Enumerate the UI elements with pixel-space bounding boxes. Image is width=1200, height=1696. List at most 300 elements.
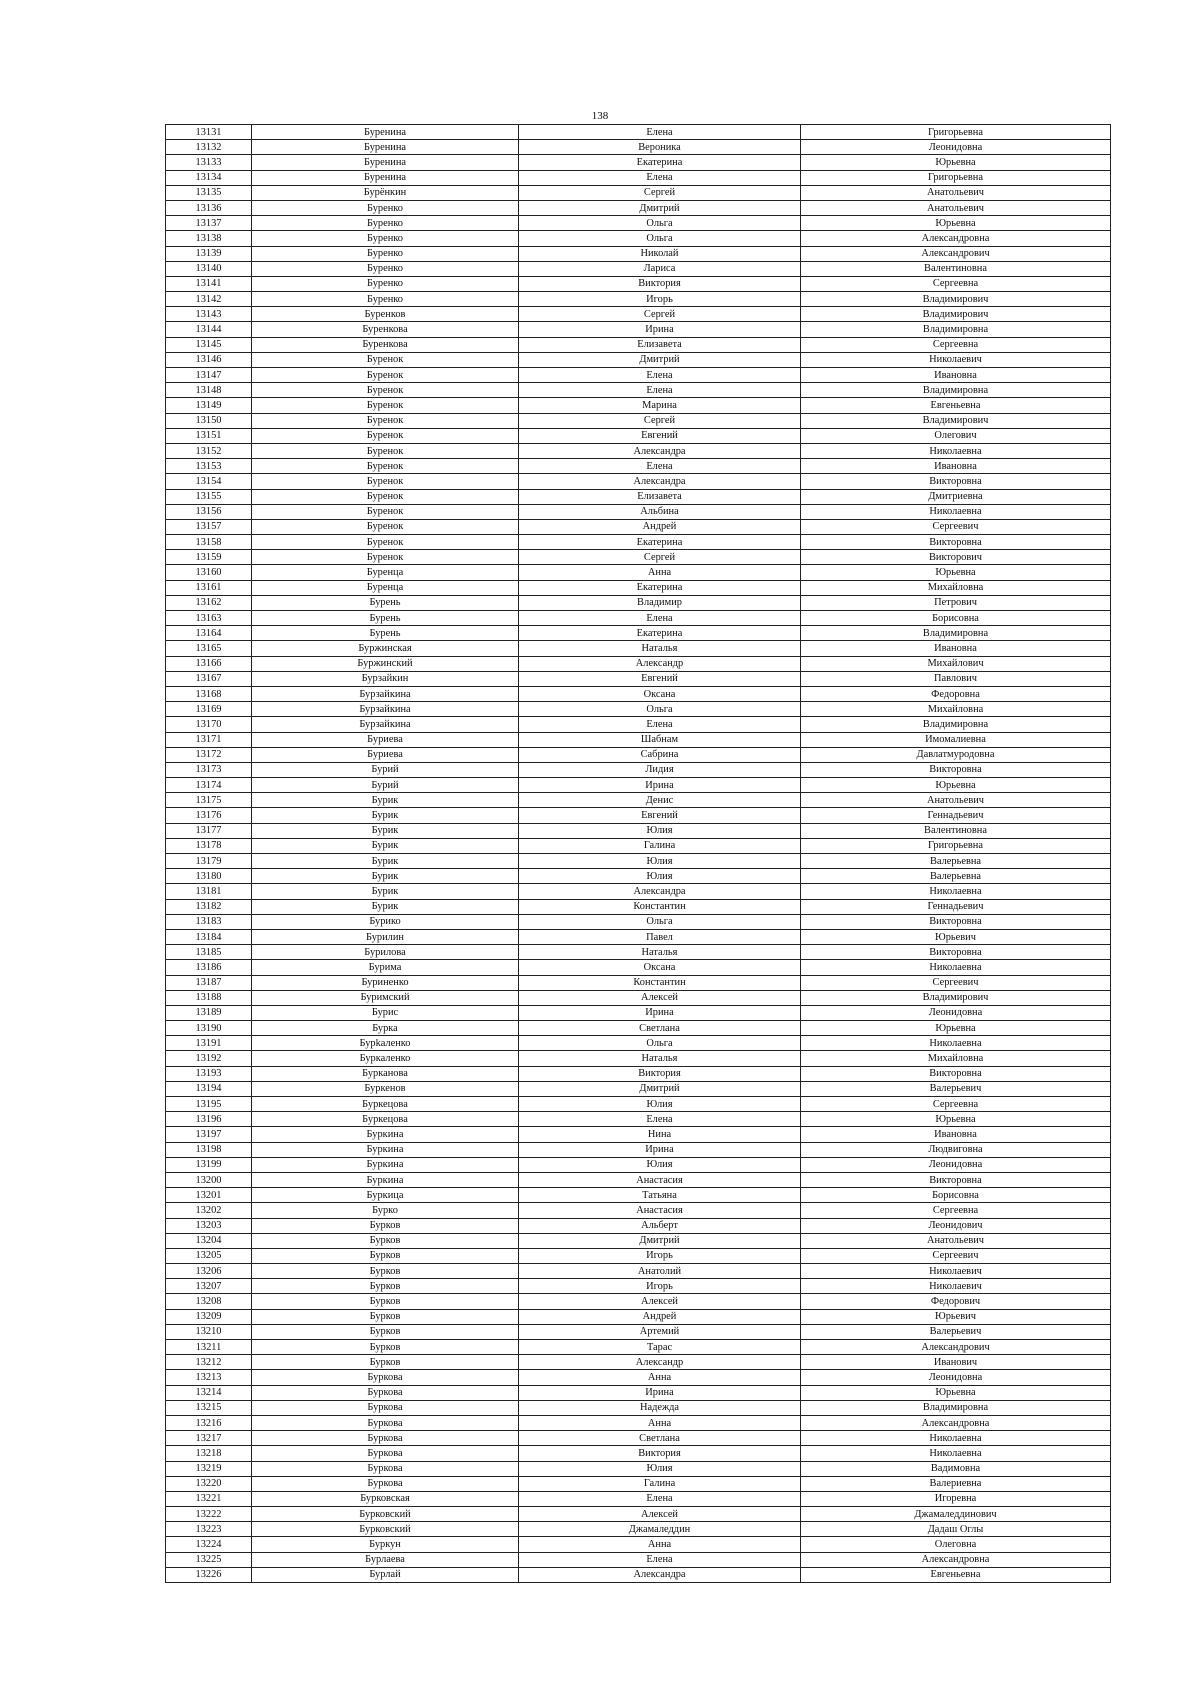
row-number-cell: 13184 xyxy=(166,929,252,944)
row-number-cell: 13144 xyxy=(166,322,252,337)
table-row xyxy=(166,1279,1111,1294)
table-row xyxy=(166,823,1111,838)
row-number-cell: 13177 xyxy=(166,823,252,838)
table-row xyxy=(166,1491,1111,1506)
row-number-cell: 13137 xyxy=(166,216,252,231)
table-row xyxy=(166,170,1111,185)
patronymic-cell: Людвиговна xyxy=(801,1142,1111,1157)
row-number-cell: 13204 xyxy=(166,1233,252,1248)
table-row xyxy=(166,702,1111,717)
row-number-cell: 13161 xyxy=(166,580,252,595)
first-name-cell: Ирина xyxy=(519,1005,801,1020)
patronymic-cell: Александровна xyxy=(801,1552,1111,1567)
first-name-cell: Ольга xyxy=(519,231,801,246)
surname-cell: Буренина xyxy=(252,125,519,140)
first-name-cell: Светлана xyxy=(519,1431,801,1446)
row-number-cell: 13163 xyxy=(166,611,252,626)
row-number-cell: 13192 xyxy=(166,1051,252,1066)
surname-cell: Буренца xyxy=(252,580,519,595)
patronymic-cell: Юрьевич xyxy=(801,1309,1111,1324)
surname-cell: Буренина xyxy=(252,155,519,170)
patronymic-cell: Евгеньевна xyxy=(801,1567,1111,1582)
first-name-cell: Виктория xyxy=(519,1066,801,1081)
first-name-cell: Наталья xyxy=(519,641,801,656)
surname-cell: Буренок xyxy=(252,519,519,534)
surname-cell: Бурень xyxy=(252,595,519,610)
surname-cell: Бурко xyxy=(252,1203,519,1218)
surname-cell: Бурис xyxy=(252,1005,519,1020)
table-row xyxy=(166,428,1111,443)
first-name-cell: Дмитрий xyxy=(519,1233,801,1248)
patronymic-cell: Юрьевна xyxy=(801,565,1111,580)
first-name-cell: Ольга xyxy=(519,914,801,929)
first-name-cell: Константин xyxy=(519,899,801,914)
patronymic-cell: Валерьевна xyxy=(801,854,1111,869)
surname-cell: Буренко xyxy=(252,246,519,261)
row-number-cell: 13188 xyxy=(166,990,252,1005)
patronymic-cell: Борисовна xyxy=(801,611,1111,626)
surname-cell: Бурима xyxy=(252,960,519,975)
first-name-cell: Игорь xyxy=(519,292,801,307)
first-name-cell: Игорь xyxy=(519,1279,801,1294)
patronymic-cell: Викторовна xyxy=(801,1066,1111,1081)
table-row xyxy=(166,595,1111,610)
first-name-cell: Сергей xyxy=(519,185,801,200)
surname-cell: Бурик xyxy=(252,793,519,808)
table-row xyxy=(166,929,1111,944)
first-name-cell: Екатерина xyxy=(519,580,801,595)
first-name-cell: Елена xyxy=(519,170,801,185)
table-row xyxy=(166,656,1111,671)
table-row xyxy=(166,1203,1111,1218)
table-row xyxy=(166,838,1111,853)
patronymic-cell: Николаевна xyxy=(801,504,1111,519)
table-row xyxy=(166,945,1111,960)
surname-cell: Бурик xyxy=(252,869,519,884)
patronymic-cell: Михайлович xyxy=(801,656,1111,671)
first-name-cell: Александра xyxy=(519,1567,801,1582)
surname-cell: Буркова xyxy=(252,1461,519,1476)
table-row xyxy=(166,1036,1111,1051)
patronymic-cell: Павлович xyxy=(801,671,1111,686)
first-name-cell: Елена xyxy=(519,1491,801,1506)
surname-cell: Бурёнкин xyxy=(252,185,519,200)
row-number-cell: 13201 xyxy=(166,1188,252,1203)
surname-cell: Бурик xyxy=(252,899,519,914)
patronymic-cell: Анатольевич xyxy=(801,200,1111,215)
patronymic-cell: Николаевна xyxy=(801,884,1111,899)
table-row xyxy=(166,185,1111,200)
patronymic-cell: Владимировна xyxy=(801,1400,1111,1415)
patronymic-cell: Викторовна xyxy=(801,535,1111,550)
row-number-cell: 13181 xyxy=(166,884,252,899)
table-row xyxy=(166,1431,1111,1446)
surname-cell: Буренок xyxy=(252,474,519,489)
surname-cell: Буржинский xyxy=(252,656,519,671)
surname-cell: Буркенов xyxy=(252,1081,519,1096)
table-row xyxy=(166,1522,1111,1537)
row-number-cell: 13178 xyxy=(166,838,252,853)
table-row xyxy=(166,1142,1111,1157)
patronymic-cell: Владимирович xyxy=(801,307,1111,322)
row-number-cell: 13183 xyxy=(166,914,252,929)
first-name-cell: Ирина xyxy=(519,322,801,337)
table-row xyxy=(166,1324,1111,1339)
surname-cell: Буренок xyxy=(252,550,519,565)
row-number-cell: 13182 xyxy=(166,899,252,914)
row-number-cell: 13193 xyxy=(166,1066,252,1081)
row-number-cell: 13176 xyxy=(166,808,252,823)
row-number-cell: 13196 xyxy=(166,1112,252,1127)
row-number-cell: 13135 xyxy=(166,185,252,200)
row-number-cell: 13205 xyxy=(166,1248,252,1263)
surname-cell: Бурка xyxy=(252,1021,519,1036)
row-number-cell: 13219 xyxy=(166,1461,252,1476)
patronymic-cell: Николаевна xyxy=(801,960,1111,975)
first-name-cell: Екатерина xyxy=(519,535,801,550)
row-number-cell: 13131 xyxy=(166,125,252,140)
table-row xyxy=(166,322,1111,337)
table-row xyxy=(166,671,1111,686)
first-name-cell: Татьяна xyxy=(519,1188,801,1203)
row-number-cell: 13138 xyxy=(166,231,252,246)
row-number-cell: 13168 xyxy=(166,686,252,701)
patronymic-cell: Михайловна xyxy=(801,580,1111,595)
row-number-cell: 13223 xyxy=(166,1522,252,1537)
row-number-cell: 13155 xyxy=(166,489,252,504)
surname-cell: Буренок xyxy=(252,428,519,443)
row-number-cell: 13133 xyxy=(166,155,252,170)
first-name-cell: Джамаледдин xyxy=(519,1522,801,1537)
surname-cell: Бурлай xyxy=(252,1567,519,1582)
first-name-cell: Павел xyxy=(519,929,801,944)
first-name-cell: Виктория xyxy=(519,276,801,291)
table-row xyxy=(166,1461,1111,1476)
surname-cell: Буренко xyxy=(252,292,519,307)
table-row xyxy=(166,155,1111,170)
patronymic-cell: Сергеевич xyxy=(801,519,1111,534)
patronymic-cell: Валентиновна xyxy=(801,823,1111,838)
row-number-cell: 13162 xyxy=(166,595,252,610)
first-name-cell: Анна xyxy=(519,1415,801,1430)
surname-cell: Буркова xyxy=(252,1415,519,1430)
registry-table-body xyxy=(166,125,1111,1583)
table-row xyxy=(166,854,1111,869)
row-number-cell: 13194 xyxy=(166,1081,252,1096)
first-name-cell: Анна xyxy=(519,1370,801,1385)
surname-cell: Буренина xyxy=(252,140,519,155)
table-row xyxy=(166,474,1111,489)
first-name-cell: Оксана xyxy=(519,960,801,975)
patronymic-cell: Ивановна xyxy=(801,641,1111,656)
patronymic-cell: Александрович xyxy=(801,1340,1111,1355)
table-row xyxy=(166,1097,1111,1112)
patronymic-cell: Сергеевна xyxy=(801,1203,1111,1218)
patronymic-cell: Викторовна xyxy=(801,762,1111,777)
table-row xyxy=(166,1309,1111,1324)
surname-cell: Бурковская xyxy=(252,1491,519,1506)
row-number-cell: 13209 xyxy=(166,1309,252,1324)
row-number-cell: 13226 xyxy=(166,1567,252,1582)
first-name-cell: Денис xyxy=(519,793,801,808)
surname-cell: Буриева xyxy=(252,747,519,762)
surname-cell: Бурик xyxy=(252,884,519,899)
registry-table xyxy=(165,124,1111,1583)
row-number-cell: 13175 xyxy=(166,793,252,808)
table-row xyxy=(166,747,1111,762)
table-row xyxy=(166,1355,1111,1370)
first-name-cell: Евгений xyxy=(519,671,801,686)
patronymic-cell: Дмитриевна xyxy=(801,489,1111,504)
patronymic-cell: Геннадьевич xyxy=(801,808,1111,823)
surname-cell: Буркица xyxy=(252,1188,519,1203)
first-name-cell: Надежда xyxy=(519,1400,801,1415)
surname-cell: Буренок xyxy=(252,489,519,504)
row-number-cell: 13157 xyxy=(166,519,252,534)
surname-cell: Буркова xyxy=(252,1385,519,1400)
patronymic-cell: Юрьевна xyxy=(801,216,1111,231)
row-number-cell: 13148 xyxy=(166,383,252,398)
row-number-cell: 13189 xyxy=(166,1005,252,1020)
patronymic-cell: Ивановна xyxy=(801,459,1111,474)
row-number-cell: 13149 xyxy=(166,398,252,413)
first-name-cell: Александра xyxy=(519,884,801,899)
patronymic-cell: Геннадьевич xyxy=(801,899,1111,914)
first-name-cell: Юлия xyxy=(519,1097,801,1112)
table-row xyxy=(166,1051,1111,1066)
patronymic-cell: Григорьевна xyxy=(801,838,1111,853)
patronymic-cell: Федоровна xyxy=(801,686,1111,701)
row-number-cell: 13222 xyxy=(166,1507,252,1522)
surname-cell: Буренок xyxy=(252,535,519,550)
surname-cell: Буркова xyxy=(252,1476,519,1491)
surname-cell: Буренкова xyxy=(252,337,519,352)
first-name-cell: Елена xyxy=(519,368,801,383)
patronymic-cell: Сергеевич xyxy=(801,1248,1111,1263)
patronymic-cell: Олегович xyxy=(801,428,1111,443)
surname-cell: Бурковский xyxy=(252,1522,519,1537)
table-row xyxy=(166,398,1111,413)
surname-cell: Бурень xyxy=(252,611,519,626)
surname-cell: Буржинская xyxy=(252,641,519,656)
surname-cell: Буренко xyxy=(252,216,519,231)
table-row xyxy=(166,276,1111,291)
first-name-cell: Юлия xyxy=(519,854,801,869)
patronymic-cell: Викторовна xyxy=(801,474,1111,489)
table-row xyxy=(166,1264,1111,1279)
patronymic-cell: Леонидовна xyxy=(801,1005,1111,1020)
table-row xyxy=(166,1552,1111,1567)
surname-cell: Буркина xyxy=(252,1172,519,1187)
surname-cell: Буренко xyxy=(252,231,519,246)
table-row xyxy=(166,869,1111,884)
first-name-cell: Елена xyxy=(519,383,801,398)
row-number-cell: 13207 xyxy=(166,1279,252,1294)
first-name-cell: Галина xyxy=(519,1476,801,1491)
patronymic-cell: Борисовна xyxy=(801,1188,1111,1203)
patronymic-cell: Николаевич xyxy=(801,1279,1111,1294)
patronymic-cell: Владимировна xyxy=(801,383,1111,398)
row-number-cell: 13158 xyxy=(166,535,252,550)
surname-cell: Бурилин xyxy=(252,929,519,944)
row-number-cell: 13151 xyxy=(166,428,252,443)
table-row xyxy=(166,1157,1111,1172)
patronymic-cell: Вадимовна xyxy=(801,1461,1111,1476)
patronymic-cell: Николаевна xyxy=(801,443,1111,458)
table-row xyxy=(166,1172,1111,1187)
table-row xyxy=(166,337,1111,352)
table-row xyxy=(166,519,1111,534)
first-name-cell: Вероника xyxy=(519,140,801,155)
surname-cell: Бурзайкина xyxy=(252,702,519,717)
row-number-cell: 13167 xyxy=(166,671,252,686)
first-name-cell: Юлия xyxy=(519,823,801,838)
patronymic-cell: Викторовна xyxy=(801,1172,1111,1187)
surname-cell: Бурик xyxy=(252,823,519,838)
surname-cell: Буренок xyxy=(252,443,519,458)
table-row xyxy=(166,580,1111,595)
surname-cell: Буриненко xyxy=(252,975,519,990)
surname-cell: Буренок xyxy=(252,459,519,474)
table-row xyxy=(166,1415,1111,1430)
surname-cell: Бурик xyxy=(252,838,519,853)
patronymic-cell: Ивановна xyxy=(801,368,1111,383)
table-row xyxy=(166,611,1111,626)
first-name-cell: Сергей xyxy=(519,550,801,565)
surname-cell: Бурик xyxy=(252,808,519,823)
row-number-cell: 13150 xyxy=(166,413,252,428)
table-row xyxy=(166,1005,1111,1020)
row-number-cell: 13208 xyxy=(166,1294,252,1309)
first-name-cell: Дмитрий xyxy=(519,352,801,367)
patronymic-cell: Юрьевна xyxy=(801,1385,1111,1400)
first-name-cell: Анна xyxy=(519,1537,801,1552)
first-name-cell: Александра xyxy=(519,474,801,489)
surname-cell: Бурков xyxy=(252,1355,519,1370)
table-row xyxy=(166,1507,1111,1522)
patronymic-cell: Сергеевна xyxy=(801,1097,1111,1112)
patronymic-cell: Юрьевна xyxy=(801,778,1111,793)
row-number-cell: 13206 xyxy=(166,1264,252,1279)
first-name-cell: Светлана xyxy=(519,1021,801,1036)
patronymic-cell: Юрьевна xyxy=(801,155,1111,170)
surname-cell: Буркун xyxy=(252,1537,519,1552)
row-number-cell: 13142 xyxy=(166,292,252,307)
first-name-cell: Владимир xyxy=(519,595,801,610)
table-row xyxy=(166,1446,1111,1461)
patronymic-cell: Александровна xyxy=(801,231,1111,246)
table-row xyxy=(166,732,1111,747)
first-name-cell: Ольга xyxy=(519,702,801,717)
patronymic-cell: Владимировна xyxy=(801,717,1111,732)
row-number-cell: 13152 xyxy=(166,443,252,458)
first-name-cell: Александр xyxy=(519,1355,801,1370)
table-row xyxy=(166,216,1111,231)
first-name-cell: Дмитрий xyxy=(519,200,801,215)
first-name-cell: Оксана xyxy=(519,686,801,701)
row-number-cell: 13203 xyxy=(166,1218,252,1233)
surname-cell: Бурkaленко xyxy=(252,1036,519,1051)
table-row xyxy=(166,443,1111,458)
patronymic-cell: Михайловна xyxy=(801,1051,1111,1066)
patronymic-cell: Валерьевич xyxy=(801,1081,1111,1096)
surname-cell: Буркецова xyxy=(252,1097,519,1112)
table-row xyxy=(166,717,1111,732)
table-row xyxy=(166,140,1111,155)
table-row xyxy=(166,686,1111,701)
row-number-cell: 13139 xyxy=(166,246,252,261)
patronymic-cell: Юрьевич xyxy=(801,929,1111,944)
surname-cell: Бурков xyxy=(252,1264,519,1279)
table-row xyxy=(166,535,1111,550)
first-name-cell: Анастасия xyxy=(519,1172,801,1187)
patronymic-cell: Юрьевна xyxy=(801,1112,1111,1127)
row-number-cell: 13213 xyxy=(166,1370,252,1385)
surname-cell: Бурковский xyxy=(252,1507,519,1522)
row-number-cell: 13186 xyxy=(166,960,252,975)
table-row xyxy=(166,1385,1111,1400)
surname-cell: Буркова xyxy=(252,1400,519,1415)
patronymic-cell: Олеговна xyxy=(801,1537,1111,1552)
table-row xyxy=(166,413,1111,428)
patronymic-cell: Игоревна xyxy=(801,1491,1111,1506)
first-name-cell: Ольга xyxy=(519,216,801,231)
row-number-cell: 13214 xyxy=(166,1385,252,1400)
row-number-cell: 13173 xyxy=(166,762,252,777)
first-name-cell: Алексей xyxy=(519,990,801,1005)
patronymic-cell: Владимирович xyxy=(801,292,1111,307)
patronymic-cell: Владимировна xyxy=(801,626,1111,641)
first-name-cell: Игорь xyxy=(519,1248,801,1263)
table-row xyxy=(166,1233,1111,1248)
table-row xyxy=(166,1294,1111,1309)
table-row xyxy=(166,960,1111,975)
first-name-cell: Виктория xyxy=(519,1446,801,1461)
table-row xyxy=(166,489,1111,504)
table-row xyxy=(166,368,1111,383)
surname-cell: Буренкова xyxy=(252,322,519,337)
table-row xyxy=(166,1248,1111,1263)
patronymic-cell: Валентиновна xyxy=(801,261,1111,276)
patronymic-cell: Джамаледдинович xyxy=(801,1507,1111,1522)
patronymic-cell: Александровна xyxy=(801,1415,1111,1430)
patronymic-cell: Николаевич xyxy=(801,352,1111,367)
first-name-cell: Артемий xyxy=(519,1324,801,1339)
surname-cell: Бурков xyxy=(252,1340,519,1355)
row-number-cell: 13212 xyxy=(166,1355,252,1370)
surname-cell: Буримский xyxy=(252,990,519,1005)
table-row xyxy=(166,292,1111,307)
row-number-cell: 13216 xyxy=(166,1415,252,1430)
patronymic-cell: Леонидович xyxy=(801,1218,1111,1233)
row-number-cell: 13172 xyxy=(166,747,252,762)
table-row xyxy=(166,383,1111,398)
first-name-cell: Евгений xyxy=(519,428,801,443)
surname-cell: Бурлаева xyxy=(252,1552,519,1567)
table-row xyxy=(166,459,1111,474)
first-name-cell: Галина xyxy=(519,838,801,853)
first-name-cell: Константин xyxy=(519,975,801,990)
first-name-cell: Елизавета xyxy=(519,337,801,352)
first-name-cell: Нина xyxy=(519,1127,801,1142)
first-name-cell: Ирина xyxy=(519,778,801,793)
table-row xyxy=(166,550,1111,565)
surname-cell: Буренков xyxy=(252,307,519,322)
patronymic-cell: Николаевич xyxy=(801,1264,1111,1279)
patronymic-cell: Валериевна xyxy=(801,1476,1111,1491)
row-number-cell: 13180 xyxy=(166,869,252,884)
patronymic-cell: Владимирович xyxy=(801,990,1111,1005)
